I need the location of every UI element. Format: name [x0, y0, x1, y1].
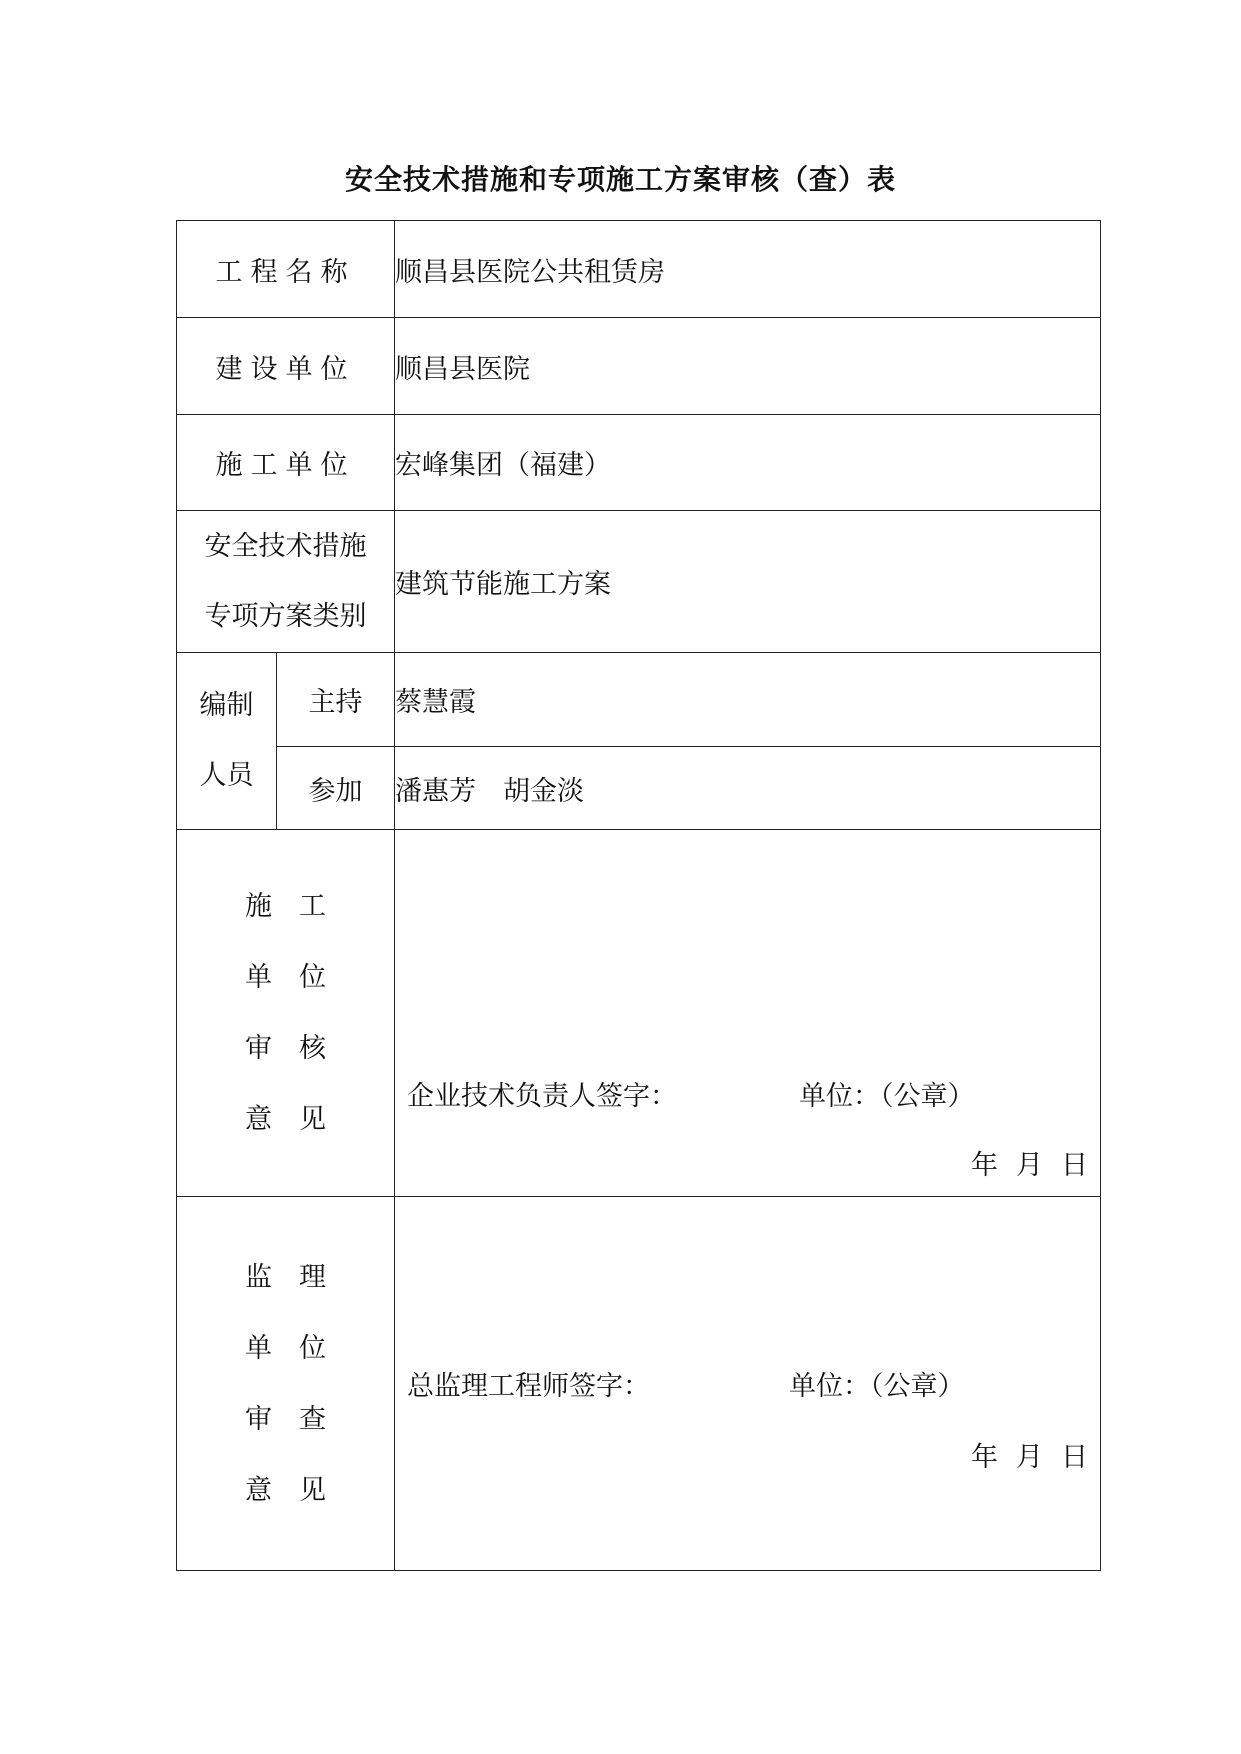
- contractor-review-char: 核: [299, 1033, 326, 1064]
- supervisor-review-char: 理: [299, 1261, 326, 1293]
- supervisor-review-char: 意: [245, 1474, 272, 1506]
- supervisor-review-label: [177, 1197, 395, 1571]
- owner-label: 建设单位: [177, 318, 395, 415]
- contractor-seal-label: 单位：（公章）: [799, 1081, 975, 1112]
- contractor-review-label: [177, 830, 395, 1197]
- category-label-line1: 安全技术措施: [204, 530, 367, 562]
- contractor-review-char: 意: [245, 1104, 272, 1135]
- category-label-line2: 专项方案类别: [204, 600, 367, 632]
- project-name-value: 顺昌县医院公共租赁房: [395, 221, 1101, 318]
- supervisor-review-char: 见: [299, 1474, 326, 1506]
- supervisor-review-char: 单: [245, 1332, 272, 1364]
- participants-value: 潘惠芳 胡金淡: [395, 747, 1101, 830]
- supervisor-review-char: 位: [299, 1332, 326, 1364]
- contractor-date-label: 年月日: [971, 1150, 1106, 1181]
- form-title: 安全技术措施和专项施工方案审核（查）表: [344, 163, 896, 196]
- contractor-signature-label: 企业技术负责人签字：: [407, 1081, 677, 1112]
- contractor-label: 施工单位: [177, 415, 395, 511]
- row-compiler-participants: [177, 747, 1101, 830]
- row-contractor: [177, 415, 1101, 511]
- review-form-table: [176, 220, 1106, 1571]
- contractor-review-char: 审: [245, 1033, 272, 1064]
- participants-label: 参加: [277, 747, 395, 830]
- row-compiler-host: [177, 653, 1101, 747]
- contractor-review-opinion: [395, 830, 1106, 1197]
- category-label: [177, 511, 395, 653]
- contractor-review-char: 施: [245, 891, 272, 922]
- supervisor-review-char: 查: [299, 1403, 326, 1435]
- owner-value: 顺昌县医院: [395, 318, 1101, 415]
- row-contractor-review: [177, 830, 1101, 1197]
- project-name-label: 工程名称: [177, 221, 395, 318]
- category-value: 建筑节能施工方案: [395, 511, 1101, 653]
- row-owner: [177, 318, 1101, 415]
- compilers-label: [177, 653, 277, 830]
- host-value: 蔡慧霞: [395, 653, 1101, 747]
- compilers-label-line2: 人员: [199, 760, 254, 791]
- contractor-review-char: 工: [299, 891, 326, 922]
- row-project-name: [177, 221, 1101, 318]
- host-label: 主持: [277, 653, 395, 747]
- supervisor-review-opinion: [395, 1197, 1106, 1571]
- contractor-review-char: 位: [299, 962, 326, 993]
- contractor-review-char: 见: [299, 1104, 326, 1135]
- supervisor-signature-label: 总监理工程师签字：: [407, 1371, 650, 1402]
- contractor-value: 宏峰集团（福建）: [395, 415, 1101, 511]
- supervisor-review-char: 审: [245, 1403, 272, 1435]
- contractor-review-char: 单: [245, 962, 272, 993]
- row-category: [177, 511, 1101, 653]
- row-supervisor-review: [177, 1197, 1101, 1571]
- supervisor-review-char: 监: [245, 1261, 272, 1293]
- supervisor-date-label: 年月日: [971, 1442, 1106, 1473]
- compilers-label-line1: 编制: [199, 690, 254, 721]
- supervisor-seal-label: 单位：（公章）: [789, 1371, 965, 1402]
